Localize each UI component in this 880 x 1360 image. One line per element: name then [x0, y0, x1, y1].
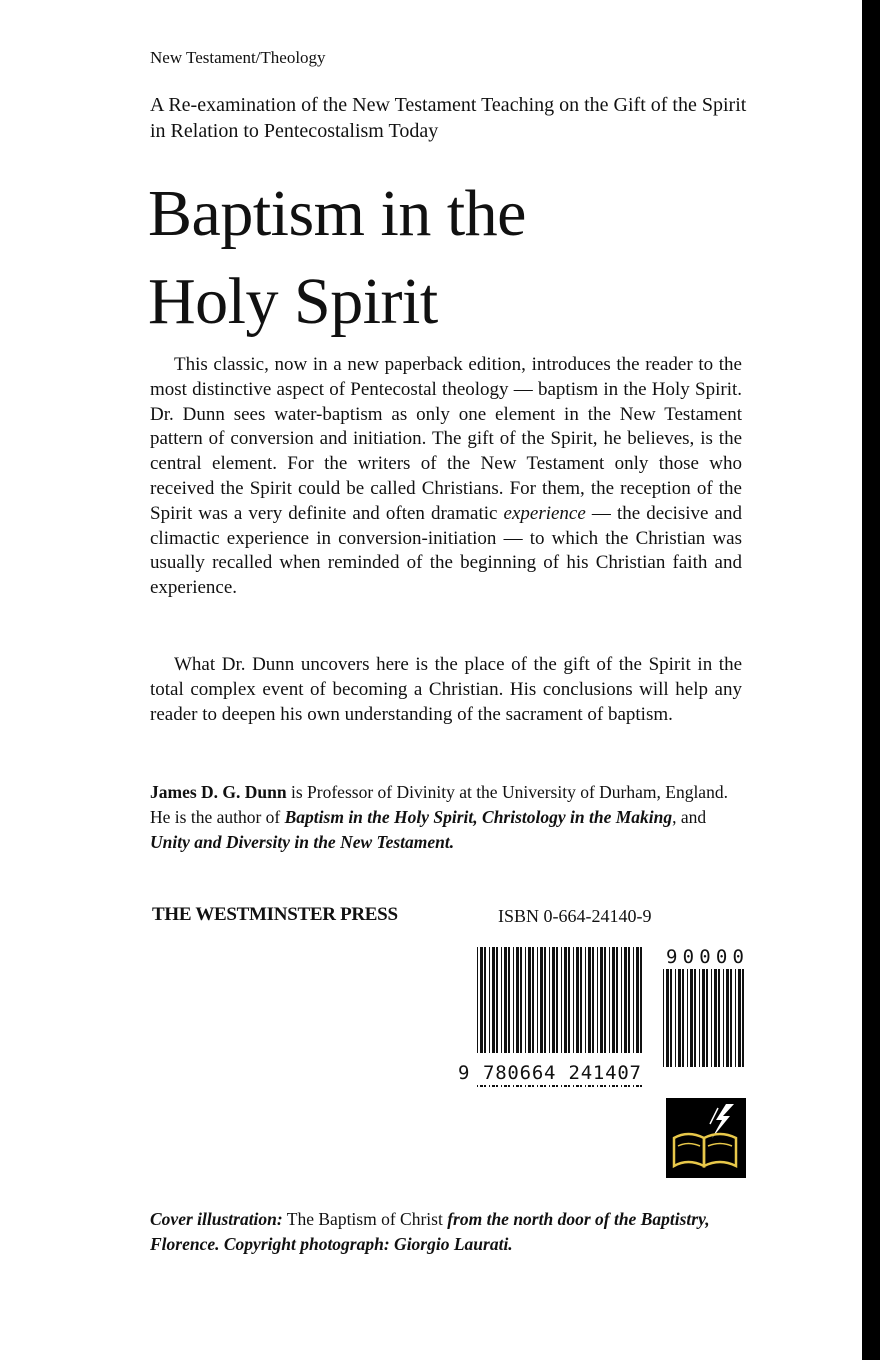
book-title: [148, 170, 526, 346]
description-text-continued: — the decisive and climactic experience in conversion-initiation — to which the Christian was usually recalled when reminded of the beginning of his Christian faith and experience.: [150, 502, 743, 599]
book-title-line-1: Baptism in the: [148, 177, 526, 250]
barcode-graphic: [455, 945, 755, 1095]
book-title-1: Baptism in the Holy Spirit,: [284, 807, 478, 827]
barcode: [455, 945, 755, 1095]
description-text: This classic, now in a new paperback edition, introduces the reader to the most distinctive aspect of Pentecostal theology — baptism in the Holy Spirit. Dr. Dunn sees water-baptism as only one element in the New Testament pattern of conversion and initiation. The gift of the Spirit, he believes, is the central element. For the writers of the New Testament only those who received the Spirit could be called Christians. For them, the reception of the Spirit was a very definite and often dramatic: [150, 354, 742, 524]
barcode-prefix-digit: 9: [458, 1062, 470, 1084]
open-book-with-lightning-icon: [666, 1098, 746, 1178]
subtitle: A Re-examination of the New Testament Teaching on the Gift of the Spirit in Relation to Pentecostalism Today: [150, 94, 747, 142]
cover-credit-rest: from the north door of the Baptistry, Florence. Copyright photograph: Giorgio Laurati.: [150, 1209, 710, 1254]
separator-2: , and: [672, 807, 707, 827]
description-text-2: What Dr. Dunn uncovers here is the place of the gift of the Spirit in the total complex event of becoming a Christian. His conclusions will help any reader to deepen his own understanding of the sacrament of baptism.: [150, 654, 742, 725]
book-title-2: Christology in the Making: [482, 807, 673, 827]
author-bio-text: is Professor of Divinity at the University of Durham, England. He is the author of: [150, 782, 728, 827]
category-label: New Testament/Theology: [150, 48, 326, 67]
cover-credit: [150, 1207, 750, 1257]
description-paragraph-1: [150, 353, 742, 601]
barcode-addon-digits: 90000: [666, 946, 744, 968]
publisher-name: THE WESTMINSTER PRESS: [152, 904, 398, 925]
barcode-digits: 780664 241407: [483, 1062, 641, 1084]
description-paragraph-2: [150, 653, 742, 727]
author-bio: [150, 780, 744, 855]
addon-barcode-bars: [663, 969, 744, 1067]
book-title-line-2: Holy Spirit: [148, 265, 438, 338]
page-edge: [862, 0, 880, 1360]
cover-credit-label: Cover illustration:: [150, 1209, 283, 1229]
author-name: James D. G. Dunn: [150, 782, 287, 802]
emphasis-experience: experience: [503, 502, 586, 524]
cover-credit-work: The Baptism of Christ: [282, 1209, 448, 1229]
book-title-3: Unity and Diversity in the New Testament.: [150, 832, 455, 852]
isbn: ISBN 0-664-24140-9: [498, 906, 652, 926]
